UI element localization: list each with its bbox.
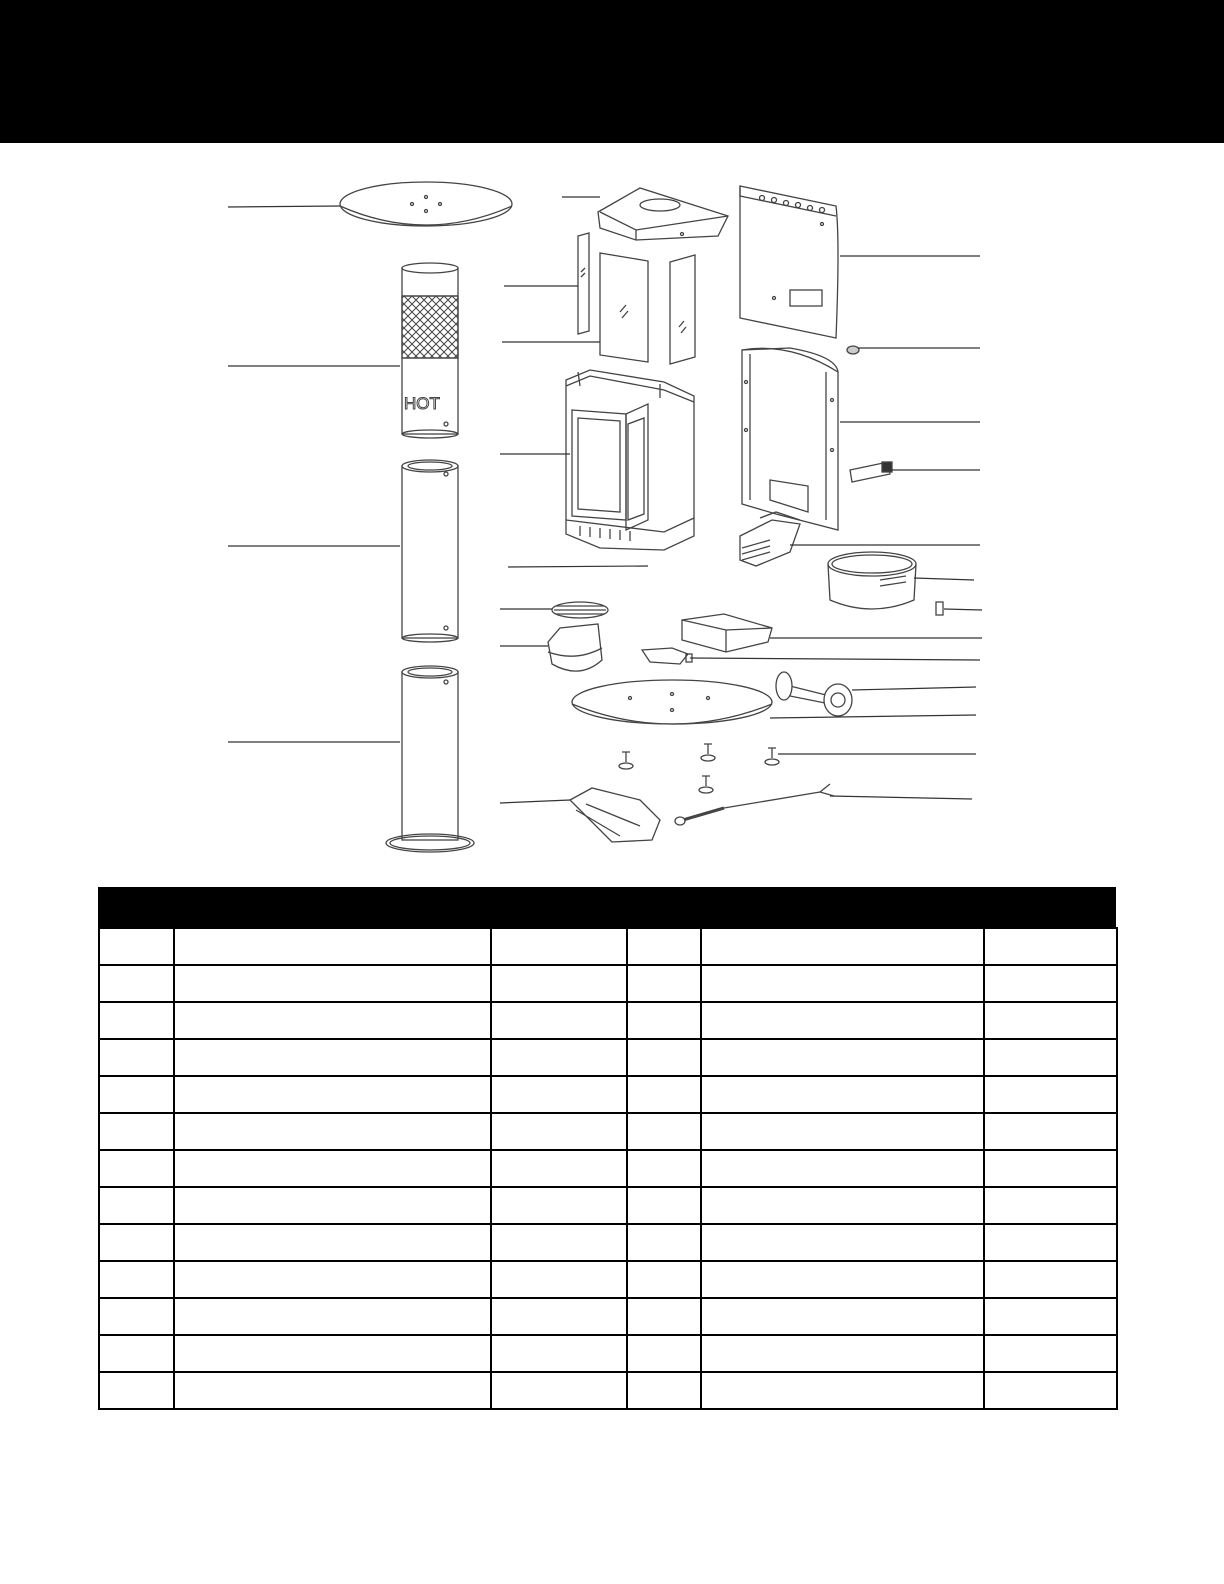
table-cell xyxy=(174,1039,491,1076)
inner-housing xyxy=(742,348,838,530)
table-cell xyxy=(491,1298,627,1335)
table-cell xyxy=(701,1039,984,1076)
table-cell xyxy=(984,965,1117,1002)
table-cell xyxy=(99,1372,174,1409)
table-cell xyxy=(984,1002,1117,1039)
table-cell xyxy=(701,1113,984,1150)
table-cell xyxy=(491,1150,627,1187)
table-cell xyxy=(99,1224,174,1261)
table-row xyxy=(99,1076,1117,1113)
table-cell xyxy=(174,928,491,965)
table-cell xyxy=(627,1002,701,1039)
table-row xyxy=(99,1224,1117,1261)
table-cell xyxy=(627,1076,701,1113)
table-cell xyxy=(174,1224,491,1261)
table-cell xyxy=(174,1150,491,1187)
regulator-assembly xyxy=(776,672,852,716)
hot-label: HOT xyxy=(404,394,440,413)
table-cell xyxy=(491,1224,627,1261)
bracket xyxy=(642,648,692,664)
table-cell xyxy=(99,928,174,965)
table-cell xyxy=(491,1113,627,1150)
table-cell xyxy=(491,1002,627,1039)
burner-venturi xyxy=(740,512,800,566)
table-cell xyxy=(491,1076,627,1113)
cap-nut xyxy=(847,346,859,354)
parts-table-header xyxy=(98,887,1116,927)
table-cell xyxy=(984,1187,1117,1224)
table-row xyxy=(99,1372,1117,1409)
table-cell xyxy=(627,1224,701,1261)
table-cell xyxy=(491,1261,627,1298)
table-cell xyxy=(174,1076,491,1113)
table-cell xyxy=(99,1261,174,1298)
table-cell xyxy=(701,1076,984,1113)
table-cell xyxy=(99,1335,174,1372)
liner xyxy=(548,624,602,671)
table-cell xyxy=(984,1298,1117,1335)
table-cell xyxy=(491,928,627,965)
burner-ring xyxy=(828,552,916,609)
table-cell xyxy=(491,1187,627,1224)
table-cell xyxy=(491,1372,627,1409)
table-cell xyxy=(174,965,491,1002)
table-cell xyxy=(99,1298,174,1335)
firebox-body xyxy=(566,370,694,550)
table-cell xyxy=(491,965,627,1002)
table-cell xyxy=(627,965,701,1002)
table-cell xyxy=(99,1113,174,1150)
table-cell xyxy=(99,965,174,1002)
table-cell xyxy=(984,1224,1117,1261)
lower-post xyxy=(386,666,474,852)
back-shield xyxy=(740,186,838,338)
table-cell xyxy=(984,1150,1117,1187)
base-plate xyxy=(572,680,772,724)
table-row xyxy=(99,1335,1117,1372)
table-cell xyxy=(627,1150,701,1187)
table-cell xyxy=(174,1335,491,1372)
table-row xyxy=(99,1113,1117,1150)
table-cell xyxy=(491,1039,627,1076)
table-cell xyxy=(701,965,984,1002)
table-cell xyxy=(701,1335,984,1372)
table-cell xyxy=(174,1113,491,1150)
table-cell xyxy=(701,1261,984,1298)
table-cell xyxy=(701,1372,984,1409)
table-cell xyxy=(627,1298,701,1335)
table-row xyxy=(99,1187,1117,1224)
table-cell xyxy=(627,928,701,965)
table-cell xyxy=(99,1187,174,1224)
table-row xyxy=(99,928,1117,965)
top-reflector xyxy=(340,182,512,226)
table-cell xyxy=(627,1261,701,1298)
table-row xyxy=(99,1261,1117,1298)
glass-panels xyxy=(578,233,695,364)
table-cell xyxy=(174,1298,491,1335)
table-row xyxy=(99,1039,1117,1076)
table-cell xyxy=(99,1150,174,1187)
table-cell xyxy=(984,1261,1117,1298)
table-cell xyxy=(174,1261,491,1298)
table-cell xyxy=(99,1076,174,1113)
table-cell xyxy=(174,1187,491,1224)
table-row xyxy=(99,1298,1117,1335)
table-cell xyxy=(984,1372,1117,1409)
cover-bag xyxy=(570,788,660,842)
table-cell xyxy=(627,1187,701,1224)
table-cell xyxy=(984,1039,1117,1076)
table-cell xyxy=(701,1187,984,1224)
leveling-feet xyxy=(619,744,779,793)
table-cell xyxy=(701,1224,984,1261)
small-clip xyxy=(936,602,943,615)
grate xyxy=(552,602,608,618)
parts-list-table xyxy=(98,887,1116,1410)
table-row xyxy=(99,1002,1117,1039)
table-cell xyxy=(701,1002,984,1039)
table-cell xyxy=(627,1113,701,1150)
table-cell xyxy=(701,928,984,965)
table-row xyxy=(99,965,1117,1002)
table-cell xyxy=(984,1335,1117,1372)
parts-table-grid xyxy=(98,927,1118,1410)
heat-shield-pan xyxy=(682,614,772,652)
table-cell xyxy=(99,1002,174,1039)
table-cell xyxy=(174,1002,491,1039)
table-cell xyxy=(984,928,1117,965)
table-cell xyxy=(491,1335,627,1372)
table-cell xyxy=(984,1113,1117,1150)
table-cell xyxy=(627,1372,701,1409)
table-row xyxy=(99,1150,1117,1187)
table-cell xyxy=(99,1039,174,1076)
top-hood xyxy=(598,188,728,240)
table-cell xyxy=(984,1076,1117,1113)
table-cell xyxy=(174,1372,491,1409)
table-cell xyxy=(701,1150,984,1187)
table-cell xyxy=(701,1298,984,1335)
table-cell xyxy=(627,1039,701,1076)
ignition-module xyxy=(850,462,892,482)
middle-post xyxy=(402,460,458,642)
table-cell xyxy=(627,1335,701,1372)
